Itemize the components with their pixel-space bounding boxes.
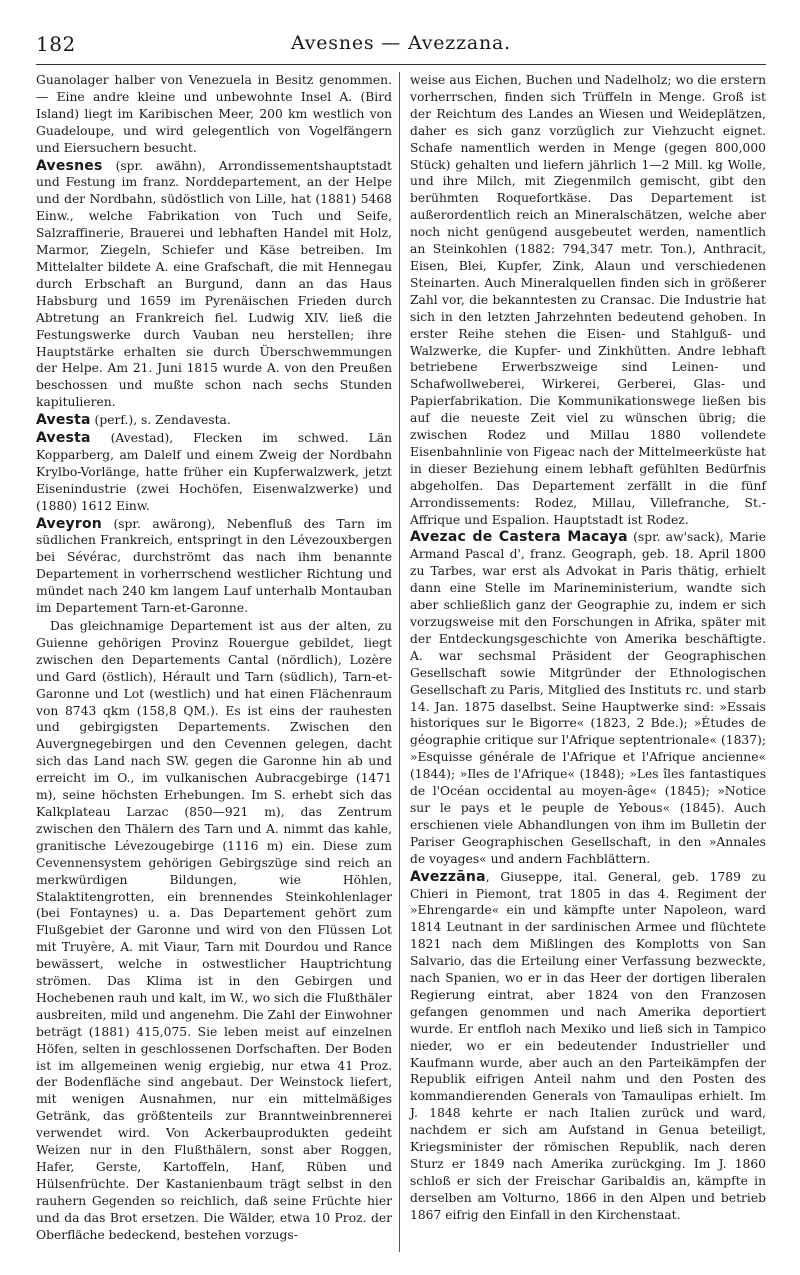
headword-avezzana: Avezzāna — [410, 868, 486, 885]
entry-avesta-2-text: (Avestad), Flecken im schwed. Län Kopparberg, am Dalelf und einem Zweig der Nordbahn Krylbo-Vorlänge, hatte früher ein Kupferwalzwerk, jetzt Eisenindustrie (zwei Hochöfen, Eisenwalzwerke) und (1880) 1612 Einw. — [36, 431, 392, 513]
headword-aveyron: Aveyron — [36, 515, 102, 532]
column-divider — [399, 72, 400, 1252]
entry-avesta-2 — [36, 430, 392, 515]
entry-avesnes — [36, 158, 392, 412]
entry-continuation-right: weise aus Eichen, Buchen und Nadelholz; wo die erstern vorherrschen, finden sich Trüffeln in Menge. Groß ist der Reichtum des Landes an Wiesen und Weideplätzen, daher es sich ganz vorzüglich zur Viehzucht eignet. Schafe namentlich werden in Menge (gegen 800,000 Stück) gehalten und liefern jährlich 1—2 Mill. kg Wolle, und ihre Milch, mit Ziegenmilch gemischt, gibt den berühmten Roquefortkäse. Das Departement ist außerordentlich reich an Mineralschätzen, welche aber noch nicht genügend ausgebeutet werden, namentlich an Steinkohlen (1882: 794,347 metr. Ton.), Anthracit, Eisen, Blei, Kupfer, Zink, Alaun und verschiedenen Steinarten. Auch Mineralquellen finden sich in größerer Zahl vor, die bekanntesten zu Cransac. Die Industrie hat sich in den letzten Jahrzehnten bedeutend gehoben. In erster Reihe stehen die Eisen- und Stahlguß- und Walzwerke, die Kupfer- und Zinkhütten. Andre lebhaft betriebene Erwerbszweige sind Leinen- und Schafwollweberei, Wirkerei, Gerberei, Glas- und Papierfabrikation. Die Kommunikationswege ließen bis auf die neueste Zeit viel zu wünschen übrig; die zwischen Rodez und Millau 1880 vollendete Eisenbahnlinie von Figeac nach der Mittelmeerküste hat in dieser Beziehung einem lebhaft gefühlten Bedürfnis abgeholfen. Das Departement zerfällt in die fünf Arrondissements: Rodez, Millau, Villefranche, St.-Affrique und Espalion. Hauptstadt ist Rodez. — [410, 73, 766, 527]
headword-avesta-2: Avesta — [36, 430, 91, 447]
right-column — [410, 72, 766, 1225]
entry-aveyron-text: (spr. awärong), Nebenfluß des Tarn im südlichen Frankreich, entspringt in den Lévezouxbergen bei Sévérac, durchströmt das nach ihm benannte Departement in vorherrschend westlicher Richtung und mündet nach 240 km langem Lauf unterhalb Montauban im Departement Tarn-et-Garonne. — [36, 516, 392, 616]
page-header — [36, 20, 766, 54]
entry-continuation: Guanolager halber von Venezuela in Besitz genommen. — Eine andre kleine und unbewohnte Insel A. (Bird Island) liegt im Karibischen Meer, 200 km westlich von Guadeloupe, und wird gelegentlich von Vogelfängern und Eiersuchern besucht. — [36, 73, 392, 155]
entry-avesta-1-text: (perf.), s. Zendavesta. — [90, 413, 231, 428]
entry-avezac — [410, 529, 766, 867]
entry-avezzana-text: , Giuseppe, ital. General, geb. 1789 zu Chieri in Piemont, trat 1805 in das 4. Regiment der »Ehrengarde« ein und kämpfte unter Napoleon, ward 1814 Leutnant in der sardinischen Armee und flüchtete 1821 nach dem Mißlingen des Komplotts von San Salvario, das die Erteilung einer Verfassung bezweckte, nach Spanien, wo er in das Heer der dortigen liberalen Regierung eintrat, aber 1824 von den Franzosen gefangen genommen und nach Amerika deportiert wurde. Er entfloh nach Mexiko und ließ sich in Tampico nieder, wo er ein bedeutender Industrieller und Kaufmann wurde, aber auch an den Parteikämpfen der Republik eifrigen Anteil nahm und den Posten des kommandierenden Generals von Tamaulipas erhielt. Im J. 1848 kehrte er nach Italien zurück und ward, nachdem er sich am Aufstand in Genua beteiligt, Kriegsminister der römischen Republik, nach deren Sturz er 1849 nach Amerika zurückging. Im J. 1860 schloß er sich der Freischar Garibaldis an, kämpfte in derselben am Volturno, 1866 in den Alpen und betrieb 1867 eifrig den Einfall in den Kirchenstaat. — [410, 869, 766, 1222]
entry-avezac-text: (spr. aw'sack), Marie Armand Pascal d', franz. Geograph, geb. 18. April 1800 zu Tarbes, war erst als Advokat in Paris thätig, erhielt dann eine Stelle im Marineministerium, wandte sich aber schließlich ganz der Geographie zu, indem er sich vorzugsweise mit den Forschungen in Afrika, später mit der Entdeckungsgeschichte von Amerika beschäftigte. A. war sechsmal Präsident der Geographischen Gesellschaft sowie Mitgründer der Ethnologischen Gesellschaft zu Paris, Mitglied des Instituts rc. und starb 14. Jan. 1875 daselbst. Seine Hauptwerke sind: »Essais historiques sur le Bigorre« (1823, 2 Bde.); »Études de géographie critique sur l'Afrique septentrionale« (1837); »Esquisse générale de l'Afrique et l'Afrique ancienne« (1844); »Iles de l'Afrique« (1848); »Les îles fantastiques de l'Océan occidental au moyen-âge« (1845); »Notice sur le pays et le peuple de Yebous« (1845). Auch erschienen viele Abhandlungen von ihm im Bulletin der Pariser Geographischen Gesellschaft, in den »Annales de voyages« und andern Fachblättern. — [410, 530, 767, 866]
entry-aveyron-department: Das gleichnamige Departement ist aus der alten, zu Guienne gehörigen Provinz Rouergue gebildet, liegt zwischen den Departements Cantal (nördlich), Lozère und Gard (östlich), Hérault und Tarn (südlich), Tarn-et-Garonne und Lot (westlich) und hat einen Flächenraum von 8743 qkm (158,8 QM.). Es ist eins der rauhesten und gebirgigsten Departements. Zwischen den Auvergnegebirgen und den Cevennen gelegen, dacht sich das Land nach SW. gegen die Garonne hin ab und erreicht im O., im vulkanischen Aubracgebirge (1471 m), seine höchsten Erhebungen. Im S. erhebt sich das Kalkplateau Larzac (850—921 m), das Zentrum zwischen den Thälern des Tarn und A. nimmt das kahle, granitische Lévezougebirge (1116 m) ein. Diese zum Cevennensystem gehörigen Gebirgszüge sind reich an merkwürdigen Bildungen, wie Höhlen, Stalaktitengrotten, ein brennendes Steinkohlenlager (bei Fontaynes) u. a. Das Departement gehört zum Flußgebiet der Garonne und wird von den Flüssen Lot mit Truyère, A. mit Viaur, Tarn mit Dourdou und Rance bewässert, welche in ostwestlicher Hauptrichtung strömen. Das Klima ist in den Gebirgen und Hochebenen rauh und kalt, im W., wo sich die Flußthäler ausbreiten, mild und angenehm. Die Zahl der Einwohner beträgt (1881) 415,075. Sie leben meist auf einzelnen Höfen, selten in geschlossenen Dorfschaften. Der Boden ist im allgemeinen wenig ergiebig, nur etwa 41 Proz. der Bodenfläche sind angebaut. Der Weinstock liefert, mit wenigen Ausnahmen, nur ein mittelmäßiges Getränk, das größtenteils zur Branntweinbrennerei verwendet wird. Von Ackerbauprodukten gedeiht Weizen nur in den Flußthälern, sonst aber Roggen, Hafer, Gerste, Kartoffeln, Hanf, Rüben und Hülsenfrüchte. Der Kastanienbaum trägt selbst in den rauhern Gegenden so reichlich, daß seine Früchte hier und da das Brot ersetzen. Die Wälder, etwa 10 Proz. der Oberfläche bedeckend, bestehen vorzugs- — [36, 619, 392, 1242]
headword-avesnes: Avesnes — [36, 157, 103, 174]
entry-avesnes-text: (spr. awähn), Arrondissementshauptstadt und Festung im franz. Norddepartement, an der Helpe und der Nordbahn, südöstlich von Lille, hat (1881) 5468 Einw., welche Fabrikation von Tuch und Seife, Salzraffinerie, Brauerei und lebhaften Handel mit Holz, Marmor, Ziegeln, Schiefer und Käse betreiben. Im Mittelalter bildete A. eine Grafschaft, die mit Hennegau durch Erbschaft an Burgund, dann an das Haus Habsburg und 1659 im Pyrenäischen Frieden durch Abtretung an Frankreich fiel. Ludwig XIV. ließ die Festungswerke durch Vauban neu herstellen; ihre Hauptstärke erhalten sie durch Überschwemmungen der Helpe. Am 21. Juni 1815 wurde A. von den Preußen beschossen und mußte schon nach sechs Stunden kapitulieren. — [36, 158, 392, 410]
left-column — [36, 72, 392, 1244]
entry-avesta-1 — [36, 412, 392, 429]
header-rule — [36, 64, 766, 65]
page-number: 182 — [36, 32, 76, 56]
headword-avesta-1: Avesta — [36, 412, 91, 429]
headword-avezac: Avezac de Castera Macaya — [410, 529, 628, 546]
entry-avezzana — [410, 869, 766, 1224]
entry-aveyron — [36, 516, 392, 617]
running-title: Avesnes — Avezzana. — [290, 32, 512, 54]
